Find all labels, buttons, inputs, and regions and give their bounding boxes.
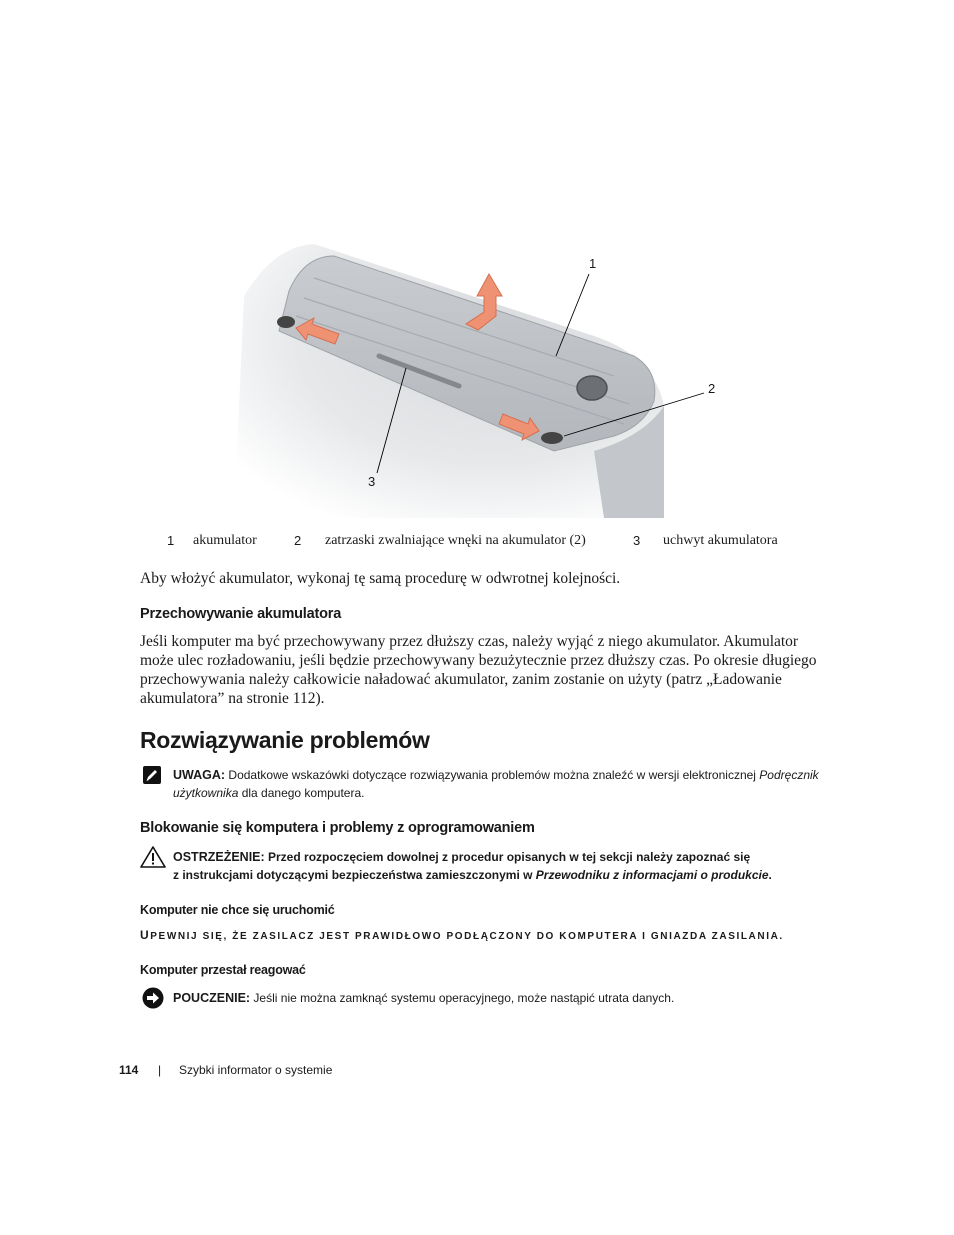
warning-line-2 bbox=[173, 866, 833, 884]
subsection-heading-not-responding: Komputer przestał reagować bbox=[140, 963, 306, 977]
release-latch-right bbox=[541, 432, 563, 444]
note-label: UWAGA: bbox=[173, 768, 226, 782]
battery-illustration bbox=[234, 236, 754, 518]
note-italic: Podręcznik bbox=[759, 768, 819, 782]
legend-number: 2 bbox=[294, 533, 302, 548]
no-start-instruction bbox=[140, 928, 784, 942]
rubber-foot bbox=[577, 376, 607, 400]
note-block bbox=[173, 766, 823, 802]
warning-triangle-icon bbox=[140, 846, 166, 873]
legend-number: 3 bbox=[633, 533, 641, 548]
release-latch-left bbox=[277, 316, 295, 328]
paragraph-line: przechowywania należy całkowicie naładować akumulator, zanim zostanie on użyty (patrz „Ładowanie bbox=[140, 671, 782, 688]
chapter-heading: Rozwiązywanie problemów bbox=[140, 727, 430, 753]
page-number: 114 bbox=[119, 1063, 139, 1077]
warning-text: z instrukcjami dotyczącymi bezpieczeństwa zamieszczonymi w bbox=[173, 868, 536, 882]
callout-number-2: 2 bbox=[708, 381, 716, 396]
warning-label: OSTRZEŻENIE: bbox=[173, 850, 265, 864]
warning-italic: Przewodniku z informacjami o produkcie bbox=[535, 868, 769, 882]
warning-text: . bbox=[768, 868, 772, 882]
notice-text: Jeśli nie można zamknąć systemu operacyjnego, może nastąpić utrata danych. bbox=[250, 991, 675, 1005]
intro-paragraph: Aby włożyć akumulator, wykonaj tę samą procedurę w odwrotnej kolejności. bbox=[140, 570, 621, 587]
footer-separator: | bbox=[158, 1063, 162, 1077]
paragraph-line: Jeśli komputer ma być przechowywany przez dłuższy czas, należy wyjąć z niego akumulator. Akumulator bbox=[140, 633, 799, 650]
note-text: Dodatkowe wskazówki dotyczące rozwiązywania problemów można znaleźć w wersji elektronicznej bbox=[225, 768, 760, 782]
paragraph-line: akumulatora” na stronie 112). bbox=[140, 690, 325, 707]
instruction-first-letter: U bbox=[140, 928, 151, 942]
notice-label: POUCZENIE: bbox=[173, 991, 251, 1005]
storage-paragraph bbox=[140, 632, 817, 708]
legend-text: uchwyt akumulatora bbox=[663, 533, 778, 548]
callout-number-3: 3 bbox=[368, 474, 376, 489]
instruction-text: PEWNIJ SIĘ, ŻE ZASILACZ JEST PRAWIDŁOWO PODŁĄCZONY DO KOMPUTERA I GNIAZDA ZASILANIA. bbox=[150, 931, 784, 942]
legend-text: akumulator bbox=[193, 533, 257, 548]
pencil-note-icon bbox=[143, 766, 161, 784]
warning-line-1 bbox=[173, 848, 833, 866]
legend-text: zatrzaski zwalniające wnęki na akumulator (2) bbox=[325, 533, 586, 548]
note-text: dla danego komputera. bbox=[238, 786, 365, 800]
warning-text: Przed rozpoczęciem dowolnej z procedur opisanych w tej sekcji należy zapoznać się bbox=[264, 850, 751, 864]
subsection-heading-no-start: Komputer nie chce się uruchomić bbox=[140, 903, 335, 917]
battery-illustration-svg bbox=[234, 236, 754, 518]
legend-number: 1 bbox=[167, 533, 175, 548]
section-heading-storage: Przechowywanie akumulatora bbox=[140, 606, 342, 622]
notice-block bbox=[173, 989, 674, 1007]
callout-number-1: 1 bbox=[589, 256, 597, 271]
paragraph-line: może ulec rozładowaniu, jeśli będzie przechowywany bezużytecznie przez dłuższy czas. Po okresie długiego bbox=[140, 652, 817, 669]
warning-block bbox=[173, 848, 833, 884]
note-italic: użytkownika bbox=[173, 786, 239, 800]
note-line-1 bbox=[173, 766, 823, 784]
section-heading-lockup: Blokowanie się komputera i problemy z oprogramowaniem bbox=[140, 820, 535, 836]
notice-arrow-icon bbox=[142, 987, 164, 1014]
note-line-2 bbox=[173, 784, 823, 802]
footer-title: Szybki informator o systemie bbox=[179, 1063, 333, 1077]
